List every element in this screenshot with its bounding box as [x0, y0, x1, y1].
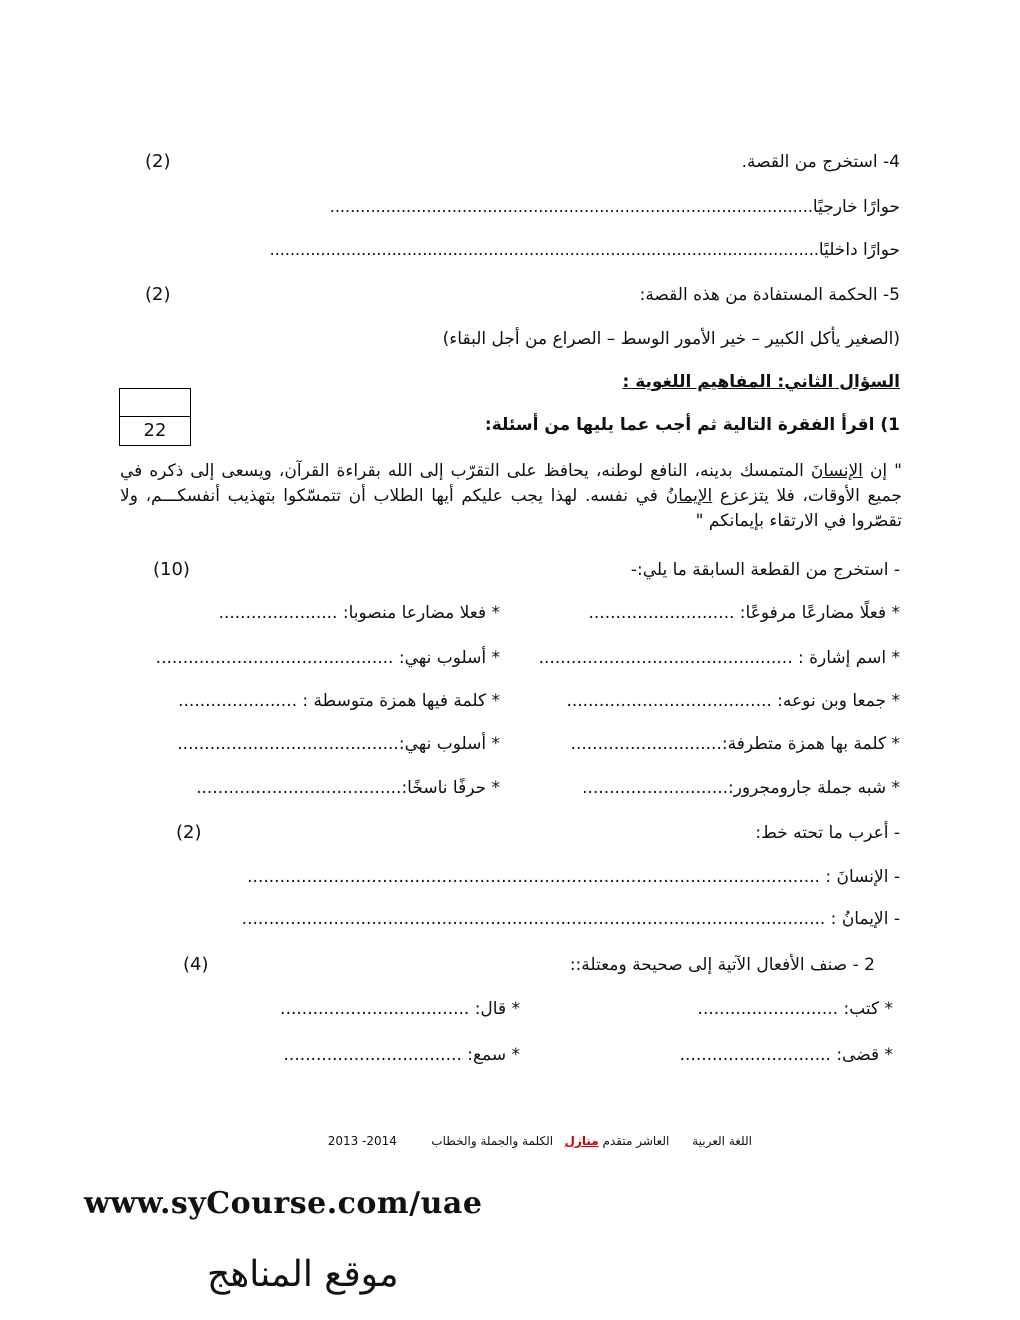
score-total: 22 — [143, 420, 167, 441]
parse-mark: (2) — [176, 822, 202, 843]
q4-external-line — [330, 197, 900, 217]
extract-item[interactable]: * أسلوب نهي:......................................... — [177, 734, 500, 754]
page-footer — [328, 1134, 752, 1148]
passage-part: المتمسك بدينه، النافع لوطنه، يحافظ على التقرّب إلى الله بقراءة القرآن، ويسعى إلى ذكره في جميع الأوقات، فلا يتزعزع — [120, 461, 902, 506]
passage-underlined-word: الإيمانُ — [665, 486, 713, 506]
extract-item[interactable]: * كلمة بها همزة متطرفة:............................ — [570, 734, 900, 754]
footer-grade: العاشر متقدم — [602, 1134, 670, 1148]
q4-external-label: حوارًا خارجيًا — [812, 197, 900, 217]
extract-item[interactable]: * أسلوب نهي: ............................................ — [155, 648, 500, 668]
parse-line[interactable]: - الإيمانُ : ............................................................................................................ — [241, 909, 900, 929]
parse-line[interactable]: - الإنسانَ : .......................................................................................................... — [247, 867, 900, 887]
q4-internal-line — [270, 240, 900, 260]
extract-item[interactable]: * اسم إشارة : ............................................... — [538, 648, 900, 668]
classify-item[interactable]: * قضى: ............................ — [679, 1045, 893, 1065]
classify-item[interactable]: * سمع: ................................. — [283, 1045, 520, 1065]
parse-title: - أعرب ما تحته خط: — [755, 823, 900, 843]
classify-item[interactable]: * كتب: .......................... — [697, 999, 893, 1019]
classify-item[interactable]: * قال: ................................... — [280, 999, 520, 1019]
q4-internal-label: حوارًا داخليًا — [818, 240, 900, 260]
site-name-logo: موقع المناهج — [207, 1254, 399, 1295]
passage-underlined-word: الإنسانَ — [810, 461, 863, 481]
passage-part: " إن — [862, 461, 902, 481]
footer-unit: الكلمة والجملة والخطاب — [431, 1134, 554, 1148]
section2-heading: السؤال الثاني: المفاهيم اللغوية : — [622, 372, 900, 392]
q5-choices: (الصغير يأكل الكبير – خير الأمور الوسط – الصراع من أجل البقاء) — [442, 329, 900, 349]
site-url: www.syCourse.com/uae — [84, 1186, 483, 1221]
extract-mark: (10) — [153, 559, 190, 580]
footer-year: 2013 -2014 — [327, 1134, 397, 1148]
section2-instruction: 1) اقرأ الفقرة التالية ثم أجب عما يليها من أسئلة: — [484, 415, 900, 435]
extract-item[interactable]: * فعلًا مضارعًا مرفوعًا: ........................... — [588, 603, 900, 623]
footer-highlight: منازل — [564, 1134, 599, 1148]
score-box — [119, 388, 191, 446]
q5-mark: (2) — [145, 284, 171, 305]
extract-item[interactable]: * كلمة فيها همزة متوسطة : ...................... — [178, 691, 500, 711]
passage — [120, 459, 902, 534]
q4-title: 4- استخرج من القصة. — [741, 152, 900, 172]
q4-internal-answer[interactable]: ............................................................................................................ — [269, 240, 819, 259]
q2-title: 2 - صنف الأفعال الآتية إلى صحيحة ومعتلة:: — [569, 955, 875, 975]
footer-subject: اللغة العربية — [692, 1134, 752, 1148]
extract-item[interactable]: * شبه جملة جارومجرور:........................... — [582, 778, 900, 798]
q4-external-answer[interactable]: ............................................................................................... — [329, 197, 813, 216]
q4-mark: (2) — [145, 151, 171, 172]
extract-item[interactable]: * حرفًا ناسخًا:...................................... — [196, 778, 500, 798]
extract-title: - استخرج من القطعة السابقة ما يلي:- — [630, 560, 900, 580]
q5-title: 5- الحكمة المستفادة من هذه القصة: — [639, 285, 900, 305]
score-box-empty — [120, 389, 190, 417]
extract-item[interactable]: * جمعا وبن نوعه: ...................................... — [566, 691, 900, 711]
extract-item[interactable]: * فعلا مضارعا منصوبا: ...................... — [218, 603, 500, 623]
q2-mark: (4) — [183, 954, 209, 975]
passage-part: في نفسه. لهذا يجب عليكم أيها الطلاب أن تتمسّكوا بتهذيب أنفسكـــم، ولا تقصّروا في الارتقاء بإيمانكم " — [120, 486, 902, 531]
